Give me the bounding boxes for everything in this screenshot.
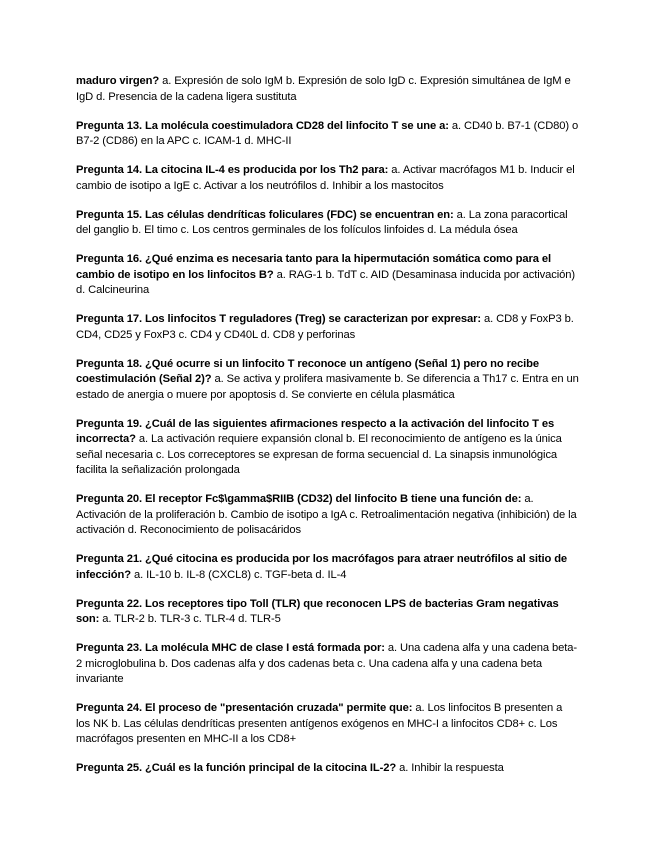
question-16 xyxy=(76,252,579,299)
question-heading: Pregunta 15. Las células dendríticas foliculares (FDC) se encuentran en: xyxy=(76,208,454,221)
question-options: a. TLR-2 b. TLR-3 c. TLR-4 d. TLR-5 xyxy=(99,613,281,625)
question-heading: maduro virgen? xyxy=(76,75,160,87)
question-options: a. RAG-1 b. TdT c. AID (Desaminasa inducida por activación) d. Calcineurina xyxy=(76,268,575,296)
question-options: a. Una cadena alfa y una cadena beta-2 microglobulina b. Dos cadenas alfa y dos cadenas beta c. Una cadena alfa y una cadena beta invariante xyxy=(76,642,578,685)
question-15 xyxy=(76,208,579,239)
question-options: a. CD8 y FoxP3 b. CD4, CD25 y FoxP3 c. CD4 y CD40L d. CD8 y perforinas xyxy=(76,313,574,341)
question-options: a. Se activa y prolifera masivamente b. Se diferencia a Th17 c. Entra en un estado de anergia o muere por apoptosis d. Se convierte en célula plasmática xyxy=(76,373,579,401)
question-options: a. Activar macrófagos M1 b. Inducir el cambio de isotipo a IgE c. Activar a los neutrófilos d. Inhibir a los mastocitos xyxy=(76,164,575,192)
question-options: a. Inhibir la respuesta xyxy=(396,762,504,774)
question-heading: Pregunta 24. El proceso de "presentación cruzada" permite que: xyxy=(76,702,413,714)
question-25 xyxy=(76,761,579,777)
question-heading: Pregunta 21. ¿Qué citocina es producida por los macrófagos para atraer neutrófilos al sitio de infección? xyxy=(76,553,568,581)
question-heading: Pregunta 22. Los receptores tipo Toll (TLR) que reconocen LPS de bacterias Gram negativas son: xyxy=(76,597,559,625)
question-options: a. CD40 b. B7-1 (CD80) o B7-2 (CD86) en la APC c. ICAM-1 d. MHC-II xyxy=(76,119,579,147)
question-options: a. La zona paracortical del ganglio b. El timo c. Los centros germinales de los folículos linfoides d. La médula ósea xyxy=(76,208,568,236)
question-13 xyxy=(76,119,579,150)
question-21 xyxy=(76,552,579,583)
question-17 xyxy=(76,312,579,343)
question-heading: Pregunta 13. La molécula coestimuladora CD28 del linfocito T se une a: xyxy=(76,119,449,132)
question-19 xyxy=(76,417,579,479)
question-options: a. Activación de la proliferación b. Cambio de isotipo a IgA c. Retroalimentación negativa (inhibición) de la activación d. Reconocimiento de polisacáridos xyxy=(76,493,577,536)
question-heading: Pregunta 23. La molécula MHC de clase I está formada por: xyxy=(76,642,385,654)
question-options: a. Los linfocitos B presenten a los NK b. Las células dendríticas presenten antígenos exógenos en MHC-I a linfocitos CD8+ c. Los macrófagos presenten en MHC-II a los CD8+ xyxy=(76,702,563,745)
question-12-continuation xyxy=(76,74,579,105)
question-heading: Pregunta 16. ¿Qué enzima es necesaria tanto para la hipermutación somática como para el cambio de isotipo en los linfocitos B? xyxy=(76,253,552,281)
question-14 xyxy=(76,163,579,194)
question-options: a. Expresión de solo IgM b. Expresión de solo IgD c. Expresión simultánea de IgM e IgD d. Presencia de la cadena ligera sustituta xyxy=(76,75,571,103)
question-heading: Pregunta 17. Los linfocitos T reguladores (Treg) se caracterizan por expresar: xyxy=(76,313,482,325)
question-heading: Pregunta 18. ¿Qué ocurre si un linfocito T reconoce un antígeno (Señal 1) pero no recibe coestimulación (Señal 2)? xyxy=(76,357,540,385)
question-23 xyxy=(76,641,579,688)
question-20 xyxy=(76,492,579,539)
question-24 xyxy=(76,701,579,748)
question-heading: Pregunta 19. ¿Cuál de las siguientes afirmaciones respecto a la activación del linfocito T es incorrecta? xyxy=(76,417,555,445)
question-heading: Pregunta 25. ¿Cuál es la función principal de la citocina IL-2? xyxy=(76,762,397,774)
document-page xyxy=(76,74,579,790)
question-options: a. IL-10 b. IL-8 (CXCL8) c. TGF-beta d. IL-4 xyxy=(130,568,347,581)
question-heading: Pregunta 14. La citocina IL-4 es producida por los Th2 para: xyxy=(76,164,389,176)
question-18 xyxy=(76,357,579,404)
question-22 xyxy=(76,597,579,628)
question-options: a. La activación requiere expansión clonal b. El reconocimiento de antígeno es la única señal necesaria c. Los correceptores se expresan de forma secuencial d. La sinapsis inmunológica facilita la señalización prolongada xyxy=(76,433,562,476)
question-heading: Pregunta 20. El receptor Fc$\gamma$RIIB (CD32) del linfocito B tiene una función de: xyxy=(76,493,522,505)
